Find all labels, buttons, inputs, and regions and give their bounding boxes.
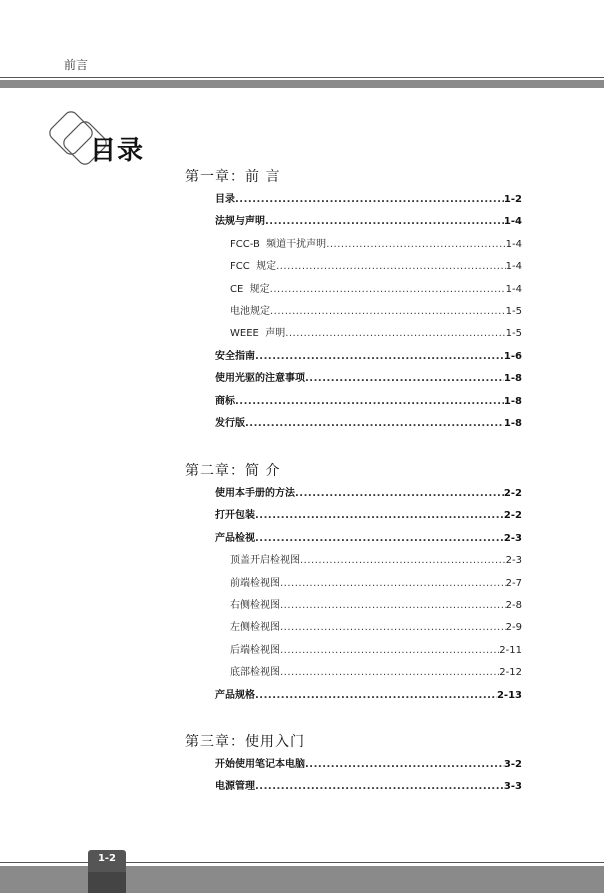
toc-entry-page: 1-8 — [503, 418, 522, 429]
toc-leader-dots — [300, 555, 506, 567]
toc-leader-dots — [265, 216, 504, 228]
toc-entry-page: 2-11 — [499, 644, 522, 656]
chapter-heading: 第一章：前 言 — [185, 169, 281, 185]
toc-leader-dots — [305, 373, 504, 385]
toc-entry-page: 2-8 — [505, 600, 522, 611]
toc-entry[interactable] — [230, 578, 522, 590]
header-section-title: 前言 — [64, 58, 89, 72]
toc-entry-label: FCC 规定 — [230, 261, 277, 273]
toc-entry-page: 2-3 — [505, 555, 522, 567]
toc-entry-page: 2-9 — [505, 622, 522, 634]
toc-entry[interactable] — [215, 396, 522, 408]
footer-page-number: 1-2 — [97, 853, 117, 864]
toc-entry-label: 使用光驱的注意事项 — [215, 373, 305, 385]
toc-leader-dots — [276, 261, 506, 273]
toc-leader-dots — [255, 533, 504, 545]
toc-entry-label: 目录 — [215, 194, 235, 205]
toc-entry[interactable] — [215, 351, 522, 363]
toc-entry-page: 2-3 — [503, 532, 522, 544]
toc-entry-label: CE 规定 — [230, 283, 270, 295]
header-rule — [0, 77, 604, 78]
toc-leader-dots — [280, 600, 506, 612]
toc-leader-dots — [326, 239, 505, 251]
toc-leader-dots — [270, 284, 506, 296]
toc-entry-label: 顶盖开启检视图 — [230, 555, 300, 567]
toc-entry-label: 发行版 — [215, 418, 245, 429]
toc-entry-label: 安全指南 — [215, 350, 255, 362]
toc-entry-page: 2-2 — [503, 510, 522, 522]
toc-entry[interactable] — [215, 373, 522, 385]
toc-entry[interactable] — [215, 781, 522, 793]
toc-entry[interactable] — [230, 284, 522, 296]
toc-entry-label: 左侧检视图 — [230, 622, 280, 634]
chapter-heading: 第三章：使用入门 — [185, 734, 305, 750]
toc-entry[interactable] — [215, 510, 522, 522]
toc-entry-label: 电池规定 — [230, 306, 270, 317]
toc-entry-label: 商标 — [215, 395, 235, 407]
toc-entry-label: WEEE 声明 — [230, 328, 286, 340]
toc-entry[interactable] — [230, 600, 522, 612]
toc-leader-dots — [280, 667, 499, 679]
toc-entry[interactable] — [215, 194, 522, 206]
toc-entry[interactable] — [215, 533, 522, 545]
toc-entry-label: 法规与声明 — [215, 216, 265, 228]
chapter-heading: 第二章：简 介 — [185, 463, 281, 479]
toc-entry[interactable] — [215, 418, 522, 430]
toc-entry-label: 右侧检视图 — [230, 600, 280, 611]
toc-entry-page: 1-4 — [505, 261, 522, 273]
toc-leader-dots — [245, 418, 504, 430]
toc-entry[interactable] — [230, 239, 522, 251]
toc-title: 目录 — [90, 136, 145, 166]
toc-leader-dots — [255, 351, 504, 363]
toc-leader-dots — [255, 781, 504, 793]
toc-entry-label: 前端检视图 — [230, 577, 280, 589]
toc-entry-page: 1-4 — [503, 216, 522, 228]
toc-leader-dots — [305, 759, 504, 771]
toc-entry-label: 产品规格 — [215, 689, 255, 701]
toc-entry-page: 1-8 — [503, 395, 522, 407]
toc-entry-label: FCC-B 频道干扰声明 — [230, 238, 327, 250]
toc-entry-page: 2-12 — [499, 667, 522, 679]
toc-entry[interactable] — [230, 645, 522, 657]
toc-entry-page: 1-4 — [505, 238, 522, 250]
toc-entry[interactable] — [230, 555, 522, 567]
toc-entry[interactable] — [215, 690, 522, 702]
toc-leader-dots — [280, 622, 506, 634]
toc-entry-label: 开始使用笔记本电脑 — [215, 759, 305, 770]
toc-entry[interactable] — [230, 622, 522, 634]
toc-entry-page: 1-4 — [505, 283, 522, 295]
toc-entry-label: 后端检视图 — [230, 644, 280, 656]
toc-leader-dots — [270, 306, 506, 318]
toc-entry[interactable] — [215, 488, 522, 500]
toc-entry-label: 打开包装 — [215, 510, 255, 522]
toc-entry-page: 1-5 — [505, 306, 522, 317]
toc-entry-label: 电源管理 — [215, 781, 255, 793]
toc-entry-page: 1-5 — [505, 328, 522, 340]
toc-entry-page: 1-8 — [503, 373, 522, 385]
toc-entry[interactable] — [215, 759, 522, 771]
toc-entry-page: 2-2 — [503, 488, 522, 499]
toc-leader-dots — [255, 690, 497, 702]
toc-entry-page: 2-13 — [496, 689, 522, 701]
toc-entry-page: 1-6 — [503, 350, 522, 362]
toc-entry-page: 3-3 — [503, 781, 522, 793]
toc-entry[interactable] — [230, 667, 522, 679]
toc-entry-page: 3-2 — [503, 759, 522, 770]
toc-leader-dots — [285, 328, 505, 340]
toc-leader-dots — [235, 194, 504, 206]
toc-leader-dots — [295, 488, 504, 500]
toc-leader-dots — [255, 510, 504, 522]
toc-entry-page: 1-2 — [503, 194, 522, 205]
toc-entry-label: 产品检视 — [215, 532, 255, 544]
toc-entry-label: 使用本手册的方法 — [215, 488, 295, 499]
header-bar — [0, 80, 604, 88]
toc-entry-page: 2-7 — [505, 577, 522, 589]
toc-entry[interactable] — [230, 306, 522, 318]
toc-entry[interactable] — [230, 328, 522, 340]
toc-entry-label: 底部检视图 — [230, 667, 280, 679]
toc-entry[interactable] — [215, 216, 522, 228]
toc-leader-dots — [280, 578, 506, 590]
toc-leader-dots — [235, 396, 504, 408]
toc-leader-dots — [280, 645, 499, 657]
toc-entry[interactable] — [230, 261, 522, 273]
